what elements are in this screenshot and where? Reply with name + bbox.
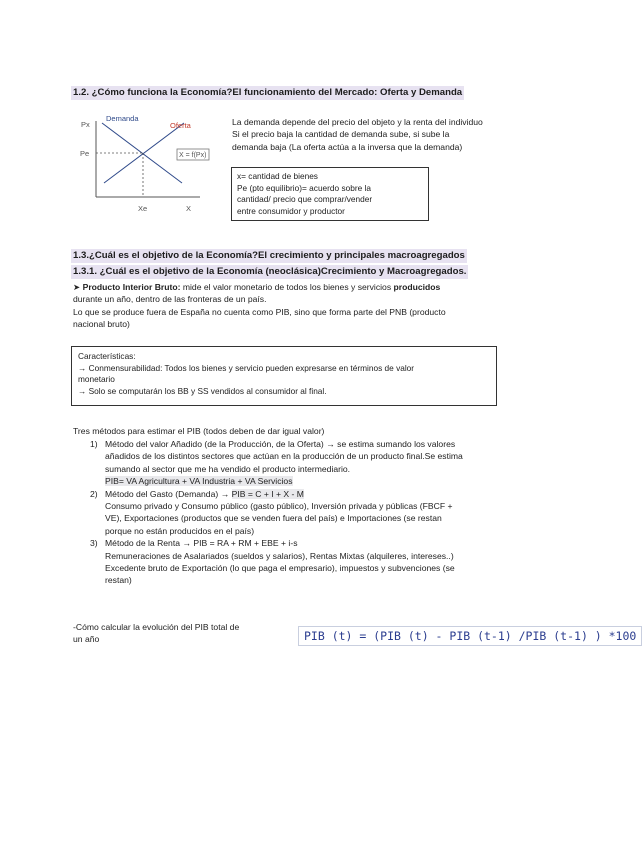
characteristics-line: monetario — [78, 374, 115, 385]
demand-paragraph-line: La demanda depende del precio del objeto y la renta del individuo — [232, 117, 483, 127]
methods-list — [73, 438, 533, 587]
list-item — [73, 537, 533, 587]
method-line: añadidos de los distintos sectores que actúan en la producción de un producto final.Se estima — [105, 451, 463, 462]
method-line: Excedente bruto de Exportación (lo que paga el empresario), impuestos y subvenciones (se — [105, 563, 455, 574]
gasto-title: Método del Gasto (Demanda) → — [105, 488, 232, 499]
demand-paragraph-line: Si el precio baja la cantidad de demanda sube, si sube la — [232, 129, 450, 140]
method-line: restan) — [105, 575, 132, 586]
va-formula: PIB= VA Agricultura + VA Industria + VA Servicios — [105, 476, 293, 487]
characteristics-title: Características: — [78, 351, 136, 361]
list-number: 2) — [90, 488, 98, 499]
demand-explanation — [232, 116, 483, 153]
pib-def-bold: producidos — [393, 282, 441, 292]
evolution-text — [73, 621, 239, 646]
xe-label: Xe — [138, 204, 148, 213]
characteristics-line: → Solo se computarán los BB y SS vendidos al consumidor al final. — [78, 385, 327, 396]
pnb-line2: nacional bruto) — [73, 319, 130, 330]
subsection-heading-crecimiento: 1.3.1. ¿Cuál es el objetivo de la Economía (neoclásica)Crecimiento y Macroagregados. — [71, 265, 468, 279]
definition-line: Pe (pto equilibrio)= acuerdo sobre la — [237, 182, 371, 193]
method-line: Remuneraciones de Asalariados (sueldos y salarios), Rentas Mixtas (alquileres, intereses..) — [105, 550, 454, 561]
method-line: sumando al sector que me ha vendido el producto intermediario. — [105, 463, 351, 474]
methods-intro: Tres métodos para estimar el PIB (todos deben de dar igual valor) — [73, 426, 325, 436]
x-axis-label: X — [186, 204, 192, 213]
pib-def-text: mide el valor monetario de todos los bienes y servicios — [180, 282, 394, 292]
section-heading-crecimiento: 1.3.¿Cuál es el objetivo de la Economía?El crecimiento y principales macroagregados — [71, 249, 467, 263]
supply-label: Oferta — [170, 121, 191, 130]
supply-demand-chart — [78, 115, 218, 225]
pe-label: Pe — [80, 149, 90, 158]
pnb-line1: Lo que se produce fuera de España no cuenta como PIB, sino que forma parte del PNB (producto — [73, 306, 446, 317]
section-heading-oferta-demanda: 1.2. ¿Cómo funciona la Economía?El funcionamiento del Mercado: Oferta y Demanda — [71, 86, 464, 100]
evolution-line: un año — [73, 634, 100, 645]
list-number: 3) — [90, 538, 98, 549]
characteristics-line: → Conmensurabilidad: Todos los bienes y servicio pueden expresarse en términos de valor — [78, 362, 415, 373]
method-line: Consumo privado y Consumo público (gasto público), Inversión privada y públicas (FBCF + — [105, 501, 453, 512]
pib-definition — [73, 281, 446, 331]
definition-line: x= cantidad de bienes — [237, 171, 318, 181]
list-item — [73, 438, 533, 488]
bullet-arrow-icon: ➤ — [73, 282, 81, 292]
gasto-formula: PIB = C + I + X - M — [231, 488, 304, 499]
characteristics-box — [71, 346, 497, 406]
formula-box-label: X = f(Px) — [179, 152, 207, 159]
list-item — [73, 488, 533, 538]
demand-label: Demanda — [106, 114, 139, 123]
pib-def-line2: durante un año, dentro de las fronteras de un país. — [73, 294, 267, 305]
method-line: Método del valor Añadido (de la Producción, de la Oferta) → se estima sumando los valores — [105, 439, 456, 449]
list-number: 1) — [90, 439, 98, 449]
demand-paragraph-line: demanda baja (La oferta actúa a la inversa que la demanda) — [232, 141, 463, 152]
definition-line: cantidad/ precio que comprar/vender — [237, 194, 373, 205]
method-line: porque no están producidos en el país) — [105, 525, 255, 536]
definition-line: entre consumidor y productor — [237, 205, 345, 216]
renta-title: Método de la Renta → PIB = RA + RM + EBE + i-s — [105, 538, 298, 549]
evolution-formula: PIB (t) = (PIB (t) - PIB (t-1) /PIB (t-1) ) *100 — [298, 626, 642, 646]
pib-term: Producto Interior Bruto: — [82, 282, 181, 292]
y-axis-label: Px — [81, 120, 90, 129]
evolution-line: -Cómo calcular la evolución del PIB total de — [73, 622, 240, 632]
method-line: VE), Exportaciones (productos que se venden fuera del país) e Importaciones (se restan — [105, 513, 442, 524]
definitions-box — [231, 167, 429, 221]
